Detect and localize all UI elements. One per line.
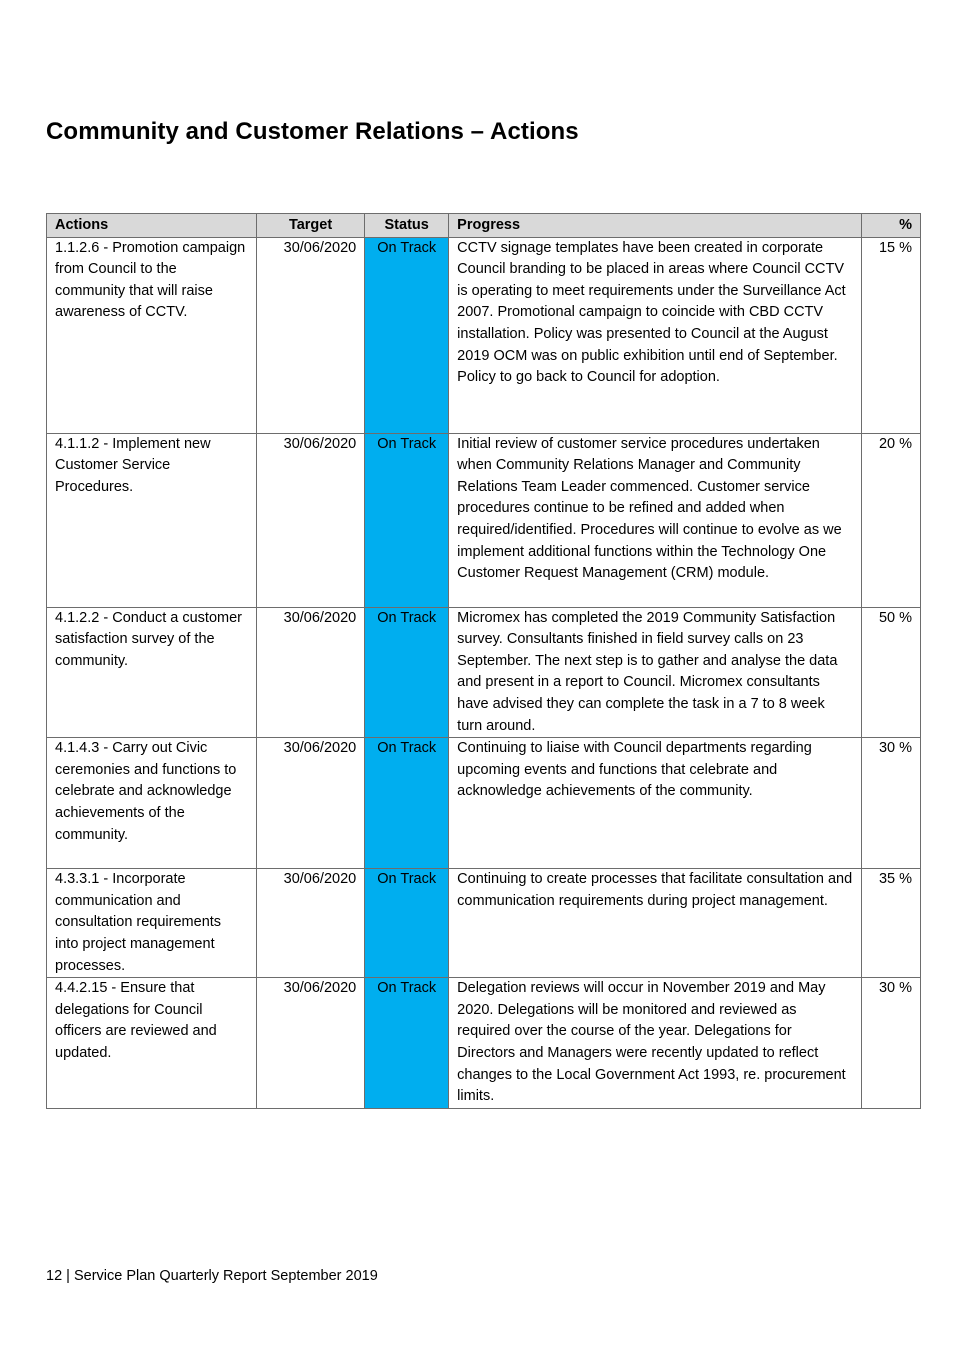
action-cell: 4.3.3.1 - Incorporate communication and consultation requirements into project management processes. — [47, 869, 257, 978]
table-row — [47, 237, 921, 433]
percent-cell: 20 % — [862, 433, 921, 607]
table-row — [47, 869, 921, 978]
progress-cell: Micromex has completed the 2019 Community Satisfaction survey. Consultants finished in field survey calls on 23 September. The next step is to gather and analyse the data and present in a report to Council. Micromex consultants have advised they can complete the task in a 7 to 8 week turn around. — [449, 607, 862, 738]
status-cell: On Track — [365, 738, 449, 869]
percent-cell: 30 % — [862, 738, 921, 869]
table-row — [47, 607, 921, 738]
status-cell: On Track — [365, 978, 449, 1109]
page-footer: 12 | Service Plan Quarterly Report September 2019 — [46, 1268, 378, 1284]
table-row — [47, 738, 921, 869]
target-cell: 30/06/2020 — [256, 869, 364, 978]
table-row — [47, 433, 921, 607]
header-progress: Progress — [449, 214, 862, 238]
progress-cell: Delegation reviews will occur in November 2019 and May 2020. Delegations will be monitored and reviewed as required over the course of the year. Delegations for Directors and Managers were recently updated to reflect changes to the Local Government Act 1993, re. procurement limits. — [449, 978, 862, 1109]
percent-cell: 30 % — [862, 978, 921, 1109]
target-cell: 30/06/2020 — [256, 237, 364, 433]
action-cell: 4.1.1.2 - Implement new Customer Service Procedures. — [47, 433, 257, 607]
status-cell: On Track — [365, 607, 449, 738]
header-actions: Actions — [47, 214, 257, 238]
table-row — [47, 978, 921, 1109]
header-status: Status — [365, 214, 449, 238]
status-cell: On Track — [365, 433, 449, 607]
action-cell: 4.1.4.3 - Carry out Civic ceremonies and functions to celebrate and acknowledge achievements of the community. — [47, 738, 257, 869]
header-target: Target — [256, 214, 364, 238]
progress-cell: CCTV signage templates have been created in corporate Council branding to be placed in areas where Council CCTV is operating to meet requirements under the Surveillance Act 2007. Promotional campaign to coincide with CBD CCTV installation. Policy was presented to Council at the August 2019 OCM was on public exhibition until end of September. Policy to go back to Council for adoption. — [449, 237, 862, 433]
target-cell: 30/06/2020 — [256, 978, 364, 1109]
status-cell: On Track — [365, 237, 449, 433]
header-percent: % — [862, 214, 921, 238]
action-cell: 1.1.2.6 - Promotion campaign from Council to the community that will raise awareness of CCTV. — [47, 237, 257, 433]
progress-cell: Continuing to liaise with Council departments regarding upcoming events and functions that celebrate and acknowledge achievements of the community. — [449, 738, 862, 869]
progress-cell: Continuing to create processes that facilitate consultation and communication requirements during project management. — [449, 869, 862, 978]
status-cell: On Track — [365, 869, 449, 978]
progress-cell: Initial review of customer service procedures undertaken when Community Relations Manager and Community Relations Team Leader commenced. Customer service procedures continue to be refined and added when required/identified. Procedures will continue to evolve as we implement additional functions within the Technology One Customer Request Management (CRM) module. — [449, 433, 862, 607]
percent-cell: 35 % — [862, 869, 921, 978]
page-title: Community and Customer Relations – Actions — [46, 118, 579, 145]
action-cell: 4.4.2.15 - Ensure that delegations for Council officers are reviewed and updated. — [47, 978, 257, 1109]
target-cell: 30/06/2020 — [256, 738, 364, 869]
actions-table — [46, 213, 921, 1109]
target-cell: 30/06/2020 — [256, 433, 364, 607]
percent-cell: 50 % — [862, 607, 921, 738]
table-header-row — [47, 214, 921, 238]
action-cell: 4.1.2.2 - Conduct a customer satisfaction survey of the community. — [47, 607, 257, 738]
target-cell: 30/06/2020 — [256, 607, 364, 738]
percent-cell: 15 % — [862, 237, 921, 433]
